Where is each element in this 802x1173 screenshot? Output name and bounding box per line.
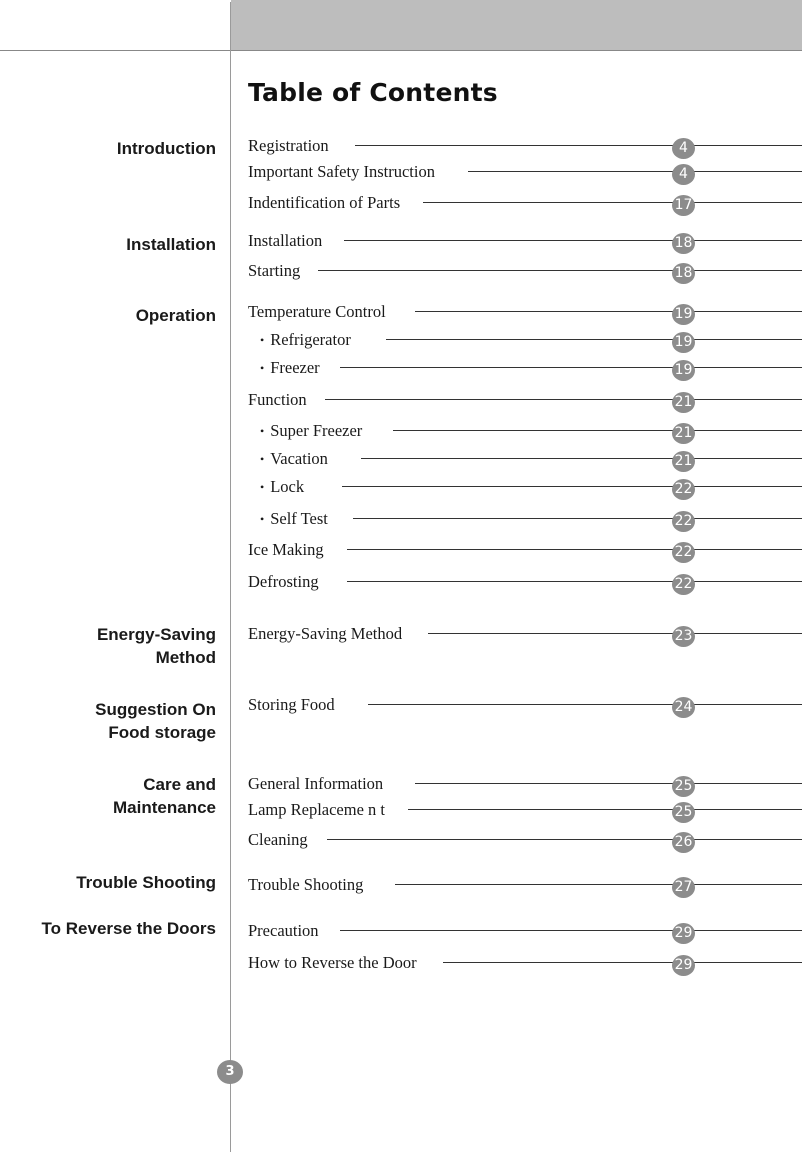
section-label xyxy=(76,871,216,894)
toc-entry-label: Self Test xyxy=(270,509,328,528)
toc-entry[interactable] xyxy=(248,162,802,186)
toc-entry[interactable] xyxy=(248,540,802,564)
vertical-divider xyxy=(230,2,231,1152)
leader-line xyxy=(327,839,802,840)
toc-entry-label: Ice Making xyxy=(248,540,324,559)
toc-entry-text xyxy=(260,358,326,379)
leader-line xyxy=(347,549,802,550)
toc-entry-text xyxy=(260,421,368,442)
toc-entry[interactable] xyxy=(248,477,802,501)
leader-line xyxy=(423,202,802,203)
toc-entry-label: Cleaning xyxy=(248,830,308,849)
toc-entry-text xyxy=(248,193,406,213)
page-number-badge: 26 xyxy=(672,832,695,853)
leader-line xyxy=(344,240,802,241)
toc-entry-text xyxy=(248,302,392,322)
bullet-icon: • xyxy=(260,512,265,526)
section-label xyxy=(42,917,216,940)
toc-entry-text xyxy=(248,231,328,251)
page-number-badge: 17 xyxy=(672,195,695,216)
page-number-badge: 19 xyxy=(672,304,695,325)
page-number-badge: 25 xyxy=(672,802,695,823)
bullet-icon: • xyxy=(260,480,265,494)
page-number-badge: 19 xyxy=(672,360,695,381)
toc-entry-text xyxy=(248,695,341,715)
page-number-badge: 18 xyxy=(672,233,695,254)
section-label-line: Maintenance xyxy=(113,798,216,817)
page-number-badge: 22 xyxy=(672,542,695,563)
section-label xyxy=(126,233,216,256)
page-number-badge: 29 xyxy=(672,923,695,944)
toc-entry[interactable] xyxy=(248,421,802,445)
page-number-badge: 19 xyxy=(672,332,695,353)
leader-line xyxy=(325,399,802,400)
bullet-icon: • xyxy=(260,361,265,375)
toc-entry-label: Registration xyxy=(248,136,329,155)
toc-entry-label: Defrosting xyxy=(248,572,319,591)
header-band xyxy=(231,0,802,51)
toc-entry-text xyxy=(260,477,310,498)
page-number-badge: 18 xyxy=(672,263,695,284)
toc-entry-label: Refrigerator xyxy=(270,330,351,349)
page-number-badge: 4 xyxy=(672,138,695,159)
section-label-line: Installation xyxy=(126,235,216,254)
leader-line xyxy=(368,704,802,705)
toc-entry[interactable] xyxy=(248,302,802,326)
page-title: Table of Contents xyxy=(248,78,498,107)
toc-entry-label: Precaution xyxy=(248,921,319,940)
toc-entry-text xyxy=(248,390,313,410)
toc-entry-label: Freezer xyxy=(270,358,320,377)
section-label xyxy=(97,623,216,669)
section-label-line: Energy-Saving xyxy=(96,625,216,644)
toc-entry-text xyxy=(260,330,357,351)
toc-entry-label: Installation xyxy=(248,231,323,250)
toc-entry[interactable] xyxy=(248,774,802,798)
toc-entry-text xyxy=(248,261,306,281)
page-number-badge: 22 xyxy=(672,511,695,532)
toc-entry-text xyxy=(248,953,423,973)
toc-entry[interactable] xyxy=(248,193,802,217)
toc-entry-label: Function xyxy=(248,390,307,409)
toc-entry-label: Starting xyxy=(248,261,301,280)
page-number-badge: 25 xyxy=(672,776,695,797)
bullet-icon: • xyxy=(260,452,265,466)
section-label-line: Method xyxy=(155,648,216,667)
leader-line xyxy=(361,458,802,459)
toc-entry[interactable] xyxy=(248,953,802,977)
toc-entry-label: Trouble Shooting xyxy=(248,875,364,894)
leader-line xyxy=(347,581,802,582)
leader-line xyxy=(353,518,802,519)
toc-entry-label: Lamp Replaceme n t xyxy=(248,800,385,819)
leader-line xyxy=(393,430,802,431)
page-number-badge: 4 xyxy=(672,164,695,185)
bullet-icon: • xyxy=(260,424,265,438)
page-number-badge: 29 xyxy=(672,955,695,976)
toc-entry[interactable] xyxy=(248,572,802,596)
section-label-line: Care and xyxy=(143,775,216,794)
toc-entry-text xyxy=(248,921,325,941)
page-number-badge: 21 xyxy=(672,392,695,413)
toc-entry-text xyxy=(248,800,391,820)
page-number-badge: 24 xyxy=(672,697,695,718)
toc-entry-label: Energy-Saving Method xyxy=(248,624,403,643)
toc-entry[interactable] xyxy=(248,921,802,945)
toc-entry[interactable] xyxy=(248,509,802,533)
toc-entry[interactable] xyxy=(248,231,802,255)
leader-line xyxy=(318,270,802,271)
page-number-badge: 22 xyxy=(672,574,695,595)
section-label-line: To Reverse the Doors xyxy=(41,919,216,938)
toc-entry-text xyxy=(248,136,335,156)
toc-entry-text xyxy=(248,572,325,592)
section-label xyxy=(113,773,216,819)
bullet-icon: • xyxy=(260,333,265,347)
section-label-line: Food storage xyxy=(108,723,216,742)
toc-entry-text xyxy=(248,774,389,794)
section-label-line: Suggestion On xyxy=(95,700,216,719)
toc-entry-label: Important Safety Instruction xyxy=(248,162,435,181)
toc-entry[interactable] xyxy=(248,830,802,854)
page-number-badge: 23 xyxy=(672,626,695,647)
section-label xyxy=(95,698,216,744)
page-number-badge: 21 xyxy=(672,451,695,472)
toc-entry-label: Storing Food xyxy=(248,695,335,714)
toc-entry-text xyxy=(260,509,334,530)
toc-entry-text xyxy=(248,875,369,895)
leader-line xyxy=(415,311,802,312)
section-label-line: Operation xyxy=(135,306,216,325)
section-label xyxy=(136,304,216,327)
section-label-line: Introduction xyxy=(116,139,216,158)
toc-entry-label: Super Freezer xyxy=(270,421,363,440)
toc-entry-label: Lock xyxy=(270,477,305,496)
toc-entry-label: How to Reverse the Door xyxy=(248,953,417,972)
toc-entry[interactable] xyxy=(248,449,802,473)
toc-entry[interactable] xyxy=(248,695,802,719)
leader-line xyxy=(468,171,802,172)
leader-line xyxy=(415,783,802,784)
toc-entry-text xyxy=(248,162,441,182)
leader-line xyxy=(340,930,802,931)
toc-entry[interactable] xyxy=(248,624,802,648)
toc-entry[interactable] xyxy=(248,330,802,354)
toc-entry[interactable] xyxy=(248,358,802,382)
toc-entry[interactable] xyxy=(248,390,802,414)
toc-entry-text xyxy=(248,830,314,850)
toc-entry-text xyxy=(260,449,334,470)
leader-line xyxy=(355,145,802,146)
toc-entry-label: Temperature Control xyxy=(248,302,386,321)
page-number-badge: 27 xyxy=(672,877,695,898)
toc-entry-text xyxy=(248,540,330,560)
toc-entry[interactable] xyxy=(248,136,802,160)
page-number-badge: 21 xyxy=(672,423,695,444)
leader-line xyxy=(408,809,802,810)
leader-line xyxy=(340,367,802,368)
page-number-badge: 3 xyxy=(217,1060,243,1084)
page-number-badge: 22 xyxy=(672,479,695,500)
header-rule xyxy=(0,50,231,51)
section-label-line: Trouble Shooting xyxy=(76,873,216,892)
leader-line xyxy=(443,962,802,963)
leader-line xyxy=(428,633,802,634)
leader-line xyxy=(395,884,802,885)
toc-entry[interactable] xyxy=(248,875,802,899)
toc-entry-text xyxy=(248,624,408,644)
toc-entry[interactable] xyxy=(248,261,802,285)
leader-line xyxy=(342,486,802,487)
toc-entry[interactable] xyxy=(248,800,802,824)
section-label xyxy=(117,137,216,160)
toc-entry-label: Vacation xyxy=(270,449,328,468)
leader-line xyxy=(386,339,802,340)
toc-entry-label: General Information xyxy=(248,774,384,793)
toc-entry-label: Indentification of Parts xyxy=(248,193,401,212)
